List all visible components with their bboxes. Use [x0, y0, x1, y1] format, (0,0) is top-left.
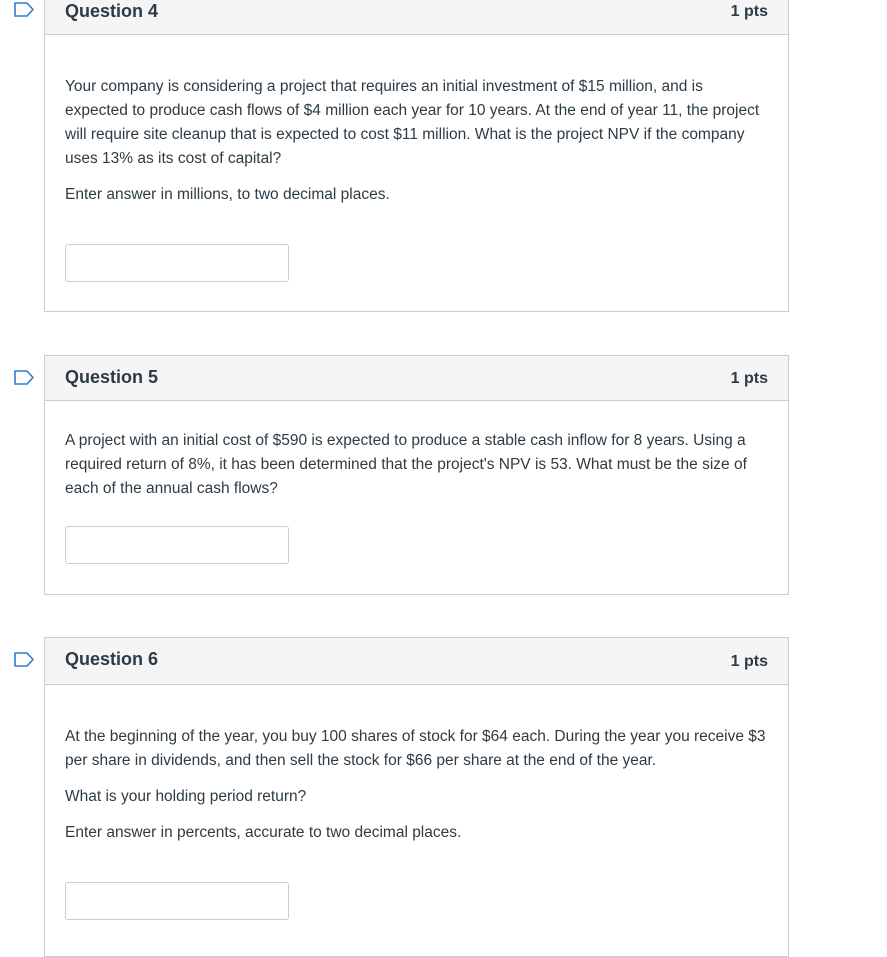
answer-input[interactable]	[65, 244, 289, 282]
question-title: Question 4	[65, 1, 159, 21]
question-header	[45, 0, 788, 35]
question-5	[44, 355, 789, 595]
question-prompt: What is your holding period return?	[65, 788, 307, 805]
question-title: Question 5	[65, 367, 159, 387]
question-instruction: Enter answer in millions, to two decimal places.	[65, 186, 390, 203]
question-text: A project with an initial cost of $590 is expected to produce a stable cash inflow for 8 years. Using a required return of 8%, it has been determined that the project's NPV is 53. What must be the size of each of the annual cash flows?	[65, 432, 747, 497]
question-6	[44, 637, 789, 957]
question-points: 1 pts	[730, 653, 768, 670]
question-instruction: Enter answer in percents, accurate to two decimal places.	[65, 824, 462, 841]
question-text: Your company is considering a project that requires an initial investment of $15 million, and is expected to produce cash flows of $4 million each year for 10 years. At the end of year 11, the project will require site cleanup that is expected to cost $11 million. What is the project NPV if the company uses 13% as its cost of capital?	[65, 78, 760, 167]
question-4	[44, 0, 789, 312]
flag-question-4-icon[interactable]	[14, 2, 34, 17]
answer-input[interactable]	[65, 526, 289, 564]
question-body	[45, 725, 788, 920]
question-points: 1 pts	[730, 370, 768, 387]
question-points: 1 pts	[730, 3, 768, 20]
flag-question-6-icon[interactable]	[14, 652, 34, 667]
question-header	[45, 356, 788, 401]
question-text: At the beginning of the year, you buy 100 shares of stock for $64 each. During the year you receive $3 per share in dividends, and then sell the stock for $66 per share at the end of the year.	[65, 728, 766, 769]
question-header	[45, 638, 788, 685]
answer-input[interactable]	[65, 882, 289, 920]
flag-question-5-icon[interactable]	[14, 370, 34, 385]
question-body	[45, 429, 788, 564]
question-title: Question 6	[65, 649, 159, 669]
question-body	[45, 75, 788, 282]
